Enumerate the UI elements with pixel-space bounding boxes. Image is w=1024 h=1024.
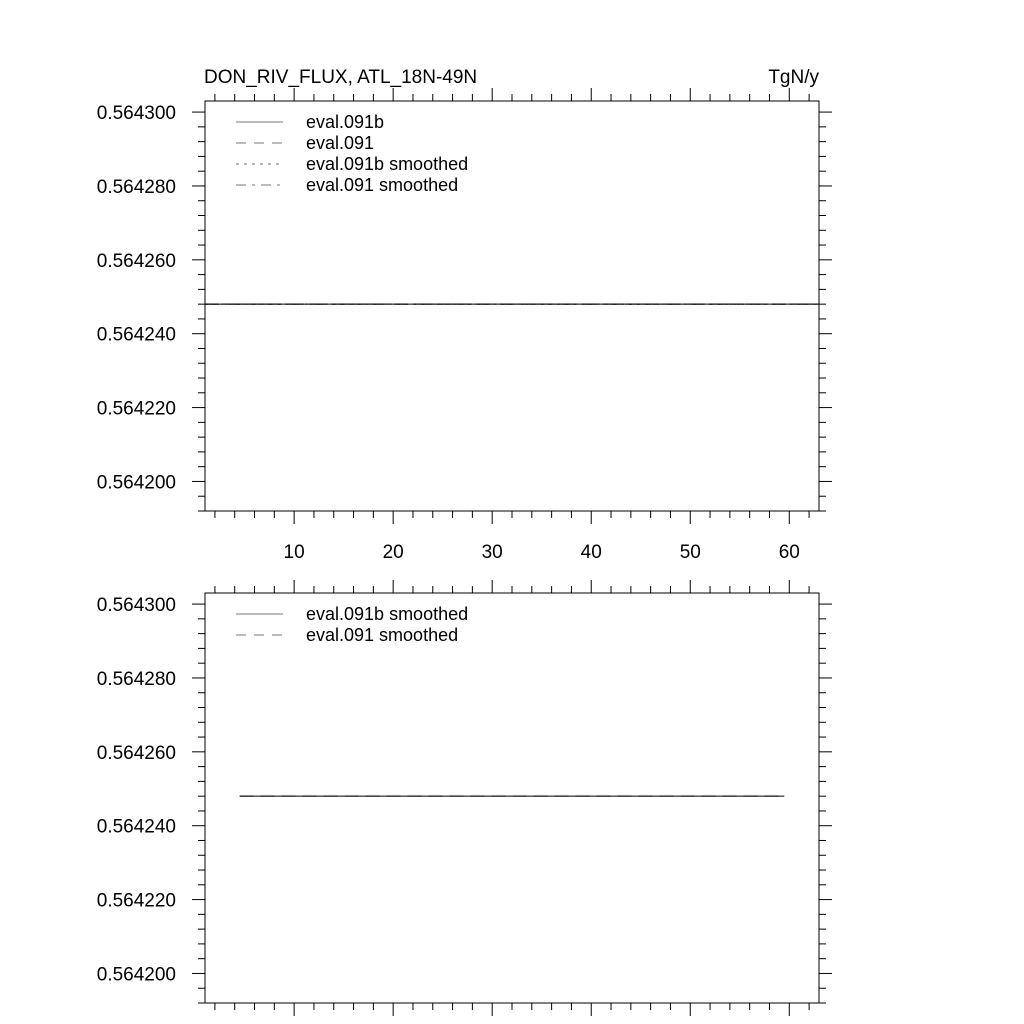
- chart-units: TgN/y: [768, 67, 819, 88]
- legend-label: eval.091: [306, 133, 375, 153]
- y-tick-label: 0.564280: [96, 668, 176, 690]
- y-tick-label: 0.564220: [96, 398, 176, 420]
- y-tick-label: 0.564260: [96, 742, 176, 764]
- x-tick-label: 20: [382, 542, 404, 563]
- y-tick-label: 0.564280: [96, 176, 176, 198]
- y-tick-label: 0.564240: [96, 816, 176, 838]
- y-tick-label: 0.564260: [96, 250, 176, 272]
- chart-panel-1: [97, 88, 832, 563]
- y-tick-label: 0.564240: [96, 324, 176, 346]
- chart-title: DON_RIV_FLUX, ATL_18N-49N: [204, 67, 478, 88]
- chart-panel-2: [97, 580, 832, 1016]
- x-tick-label: 10: [283, 542, 305, 563]
- x-tick-label: 40: [580, 542, 602, 563]
- x-tick-label: 50: [679, 542, 701, 563]
- legend-label: eval.091 smoothed: [306, 625, 459, 645]
- y-tick-label: 0.564220: [96, 890, 176, 912]
- legend-label: eval.091b: [306, 112, 385, 132]
- y-tick-label: 0.564300: [96, 103, 176, 125]
- x-tick-label: 30: [481, 542, 503, 563]
- legend-label: eval.091 smoothed: [306, 175, 459, 195]
- y-tick-label: 0.564200: [96, 964, 176, 986]
- plot-frame: [205, 101, 819, 511]
- y-tick-label: 0.564300: [96, 595, 176, 617]
- legend-label: eval.091b smoothed: [306, 154, 469, 174]
- plot-frame: [205, 593, 819, 1003]
- x-tick-label: 60: [778, 542, 800, 563]
- legend-label: eval.091b smoothed: [306, 604, 469, 624]
- y-tick-label: 0.564200: [96, 472, 176, 494]
